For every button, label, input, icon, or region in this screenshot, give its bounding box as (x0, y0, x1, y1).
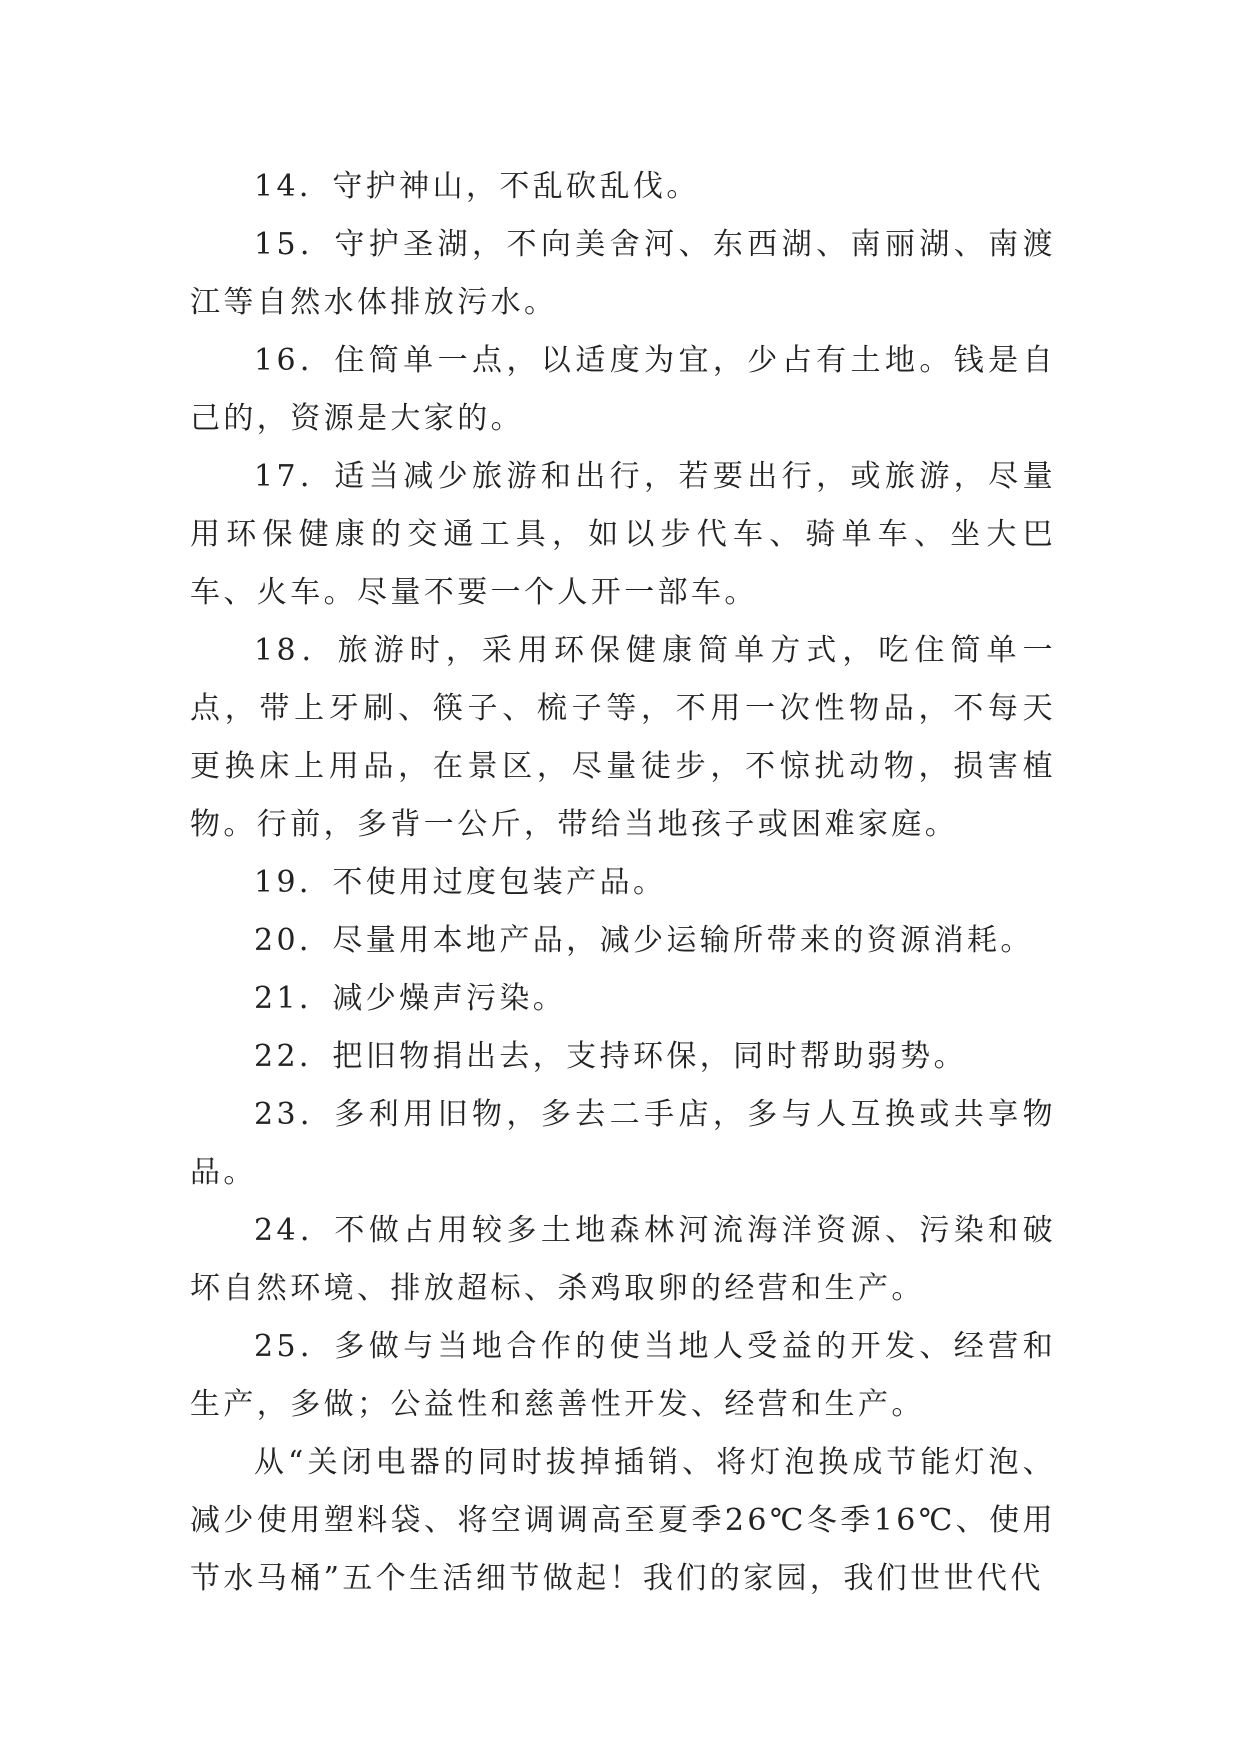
paragraph-24: 24．不做占用较多土地森林河流海洋资源、污染和破坏自然环境、排放超标、杀鸡取卵的经营和生产。 (190, 1213, 1056, 1306)
paragraph-25: 25．多做与当地合作的使当地人受益的开发、经营和生产，多做；公益性和慈善性开发、经营和生产。 (190, 1329, 1056, 1422)
paragraph-15: 15．守护圣湖，不向美舍河、东西湖、南丽湖、南渡江等自然水体排放污水。 (190, 227, 1056, 320)
paragraph-22: 22．把旧物捐出去，支持环保，同时帮助弱势。 (254, 1039, 967, 1074)
paragraph-17: 17．适当减少旅游和出行，若要出行，或旅游，尽量用环保健康的交通工具，如以步代车、骑单车、坐大巴车、火车。尽量不要一个人开一部车。 (190, 459, 1056, 610)
paragraph-20: 20．尽量用本地产品，减少运输所带来的资源消耗。 (254, 923, 1034, 958)
closing-paragraph: 从“关闭电器的同时拔掉插销、将灯泡换成节能灯泡、减少使用塑料袋、将空调调高至夏季26℃冬季16℃、使用节水马桶”五个生活细节做起！我们的家园，我们世世代代 (190, 1445, 1056, 1596)
document-body (190, 158, 1056, 1608)
paragraph-23: 23．多利用旧物，多去二手店，多与人互换或共享物品。 (190, 1097, 1056, 1190)
paragraph-21: 21．减少燥声污染。 (254, 981, 567, 1016)
paragraph-14: 14．守护神山，不乱砍乱伐。 (254, 169, 700, 204)
paragraph-19: 19．不使用过度包装产品。 (254, 865, 667, 900)
paragraph-16: 16．住简单一点，以适度为宜，少占有土地。钱是自己的，资源是大家的。 (190, 343, 1056, 436)
paragraph-18: 18．旅游时，采用环保健康简单方式，吃住简单一点，带上牙刷、筷子、梳子等，不用一次性物品，不每天更换床上用品，在景区，尽量徒步，不惊扰动物，损害植物。行前，多背一公斤，带给当地孩子或困难家庭。 (190, 633, 1056, 842)
